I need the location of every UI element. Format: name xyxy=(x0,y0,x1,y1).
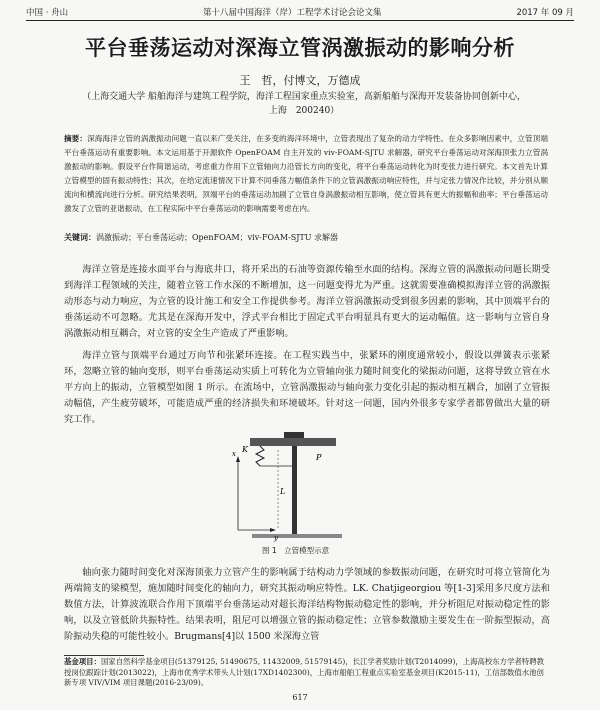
tension-label: P xyxy=(316,453,322,462)
spring-label: K xyxy=(242,445,248,454)
footnote-label: 基金项目： xyxy=(64,657,101,666)
y-axis-label: y xyxy=(274,534,278,542)
footnote-rule xyxy=(64,655,144,656)
tension-spring xyxy=(256,446,264,466)
keywords-label: 关键词： xyxy=(64,233,96,242)
body-paragraph: 海洋立管与顶端平台通过万向节和张紧环连接。在工程实践当中，张紧环的刚度通常较小，假设以弹簧表示张紧环，忽略立管的轴向变形，则平台垂荡运动实质上可转化为立管轴向张力随时间变化的梁振动问题，这将导致立管在水平方向上的振动，立管模型如图 1 所示。在流场中，立管涡激振动与轴向张力变化引起的振动相互耦合，加剧了立管振动幅值，产生疲劳破坏，可能造成严重的经济损失和环境破坏。针对这一问题，国内外很多专家学者都曾做出大量的研究工作。 xyxy=(64,350,550,425)
header-date: 2017 年 09 月 xyxy=(516,8,574,18)
y-axis-arrow xyxy=(270,528,276,532)
keywords xyxy=(64,232,548,244)
figure-caption: 图 1 立管模型示意 xyxy=(262,546,330,555)
platform-deck xyxy=(250,438,336,446)
paper-title: 平台垂荡运动对深海立管涡激振动的影响分析 xyxy=(85,36,515,60)
affiliation: （上海交通大学 船舶海洋与建筑工程学院，海洋工程国家重点实验室，高新船舶与深海开发装备协同创新中心，上海 200240） xyxy=(82,92,526,116)
riser-model-figure xyxy=(232,430,362,542)
platform-top xyxy=(284,432,304,438)
funding-footnote xyxy=(64,657,550,689)
body-paragraph: 海洋立管是连接水面平台与海底井口，将开采出的石油等资源传输至水面的结构。深海立管的涡激振动问题长期受到海洋工程领域的关注，随着立管工作水深的不断增加，这一问题变得尤为严重。这就需要准确模拟海洋立管的涡激振动形态与动力响应，为立管的设计施工和安全工作提供参考。海洋立管涡激振动受到很多因素的影响，其中顶端平台的垂荡运动不可忽略。尤其是在深海开发中，浮式平台相比于固定式平台明显具有更大的运动幅值。这一影响与立管自身涡激振动相互耦合，对立管的安全生产造成了严重影响。 xyxy=(64,264,550,339)
abstract-text: 深海海洋立管的涡激振动问题一直以来广受关注，在多变的海洋环境中，立管表现出了复杂的动力学特性。在众多影响因素中，立管顶端平台垂荡运动有重要影响。本文运用基于开源软件 OpenFOAM 自主开发的 viv-FOAM-SJTU 求解器，研究平台垂荡运动对深海顶张力立管涡激振动的影响。假设平台作简谐运动，考虑重力作用下立管轴向力沿管长方向的变化，将平台垂荡运动转化为时变张力进行研究。本文首先计算立管模型的固有振动特性；其次，在给定流速情况下计算不同垂荡力幅值条件下的立管涡激振动响应特性，并与定张力情况作比较，并分别从顺流向和横流向进行分析。研究结果表明，顶端平台的垂荡运动加剧了立管自身涡激振动相互影响，使立管具有更大的振幅和曲率；平台垂荡运动激发了立管的亚谐振动，在工程实际中平台垂荡运动的影响需要考虑在内。 xyxy=(64,134,549,213)
author-list: 王 哲，付博文，万德成 xyxy=(239,74,361,87)
header-rule xyxy=(26,20,574,21)
seabed xyxy=(252,534,342,538)
x-axis-label: x xyxy=(232,450,236,458)
header-proceedings: 第十八届中国海洋（岸）工程学术讨论会论文集 xyxy=(203,8,382,18)
riser-pipe xyxy=(292,446,297,534)
abstract-label: 摘要： xyxy=(64,134,88,143)
keywords-text: 涡激振动；平台垂荡运动；OpenFOAM；viv-FOAM-SJTU 求解器 xyxy=(96,233,339,242)
header-location: 中国 · 舟山 xyxy=(26,8,69,18)
footnote-text: 国家自然科学基金项目(51379125, 51490675, 11432009, 51579145)，长江学者奖励计划(T2014099)，上海高校东方学者特聘教授岗位跟踪计划(2013022)，上海市优秀学术带头人计划(17XD1402300)，上海市船舶工程重点实验室基金项目(K2015-11)，工信部数值水池创新专项 VIV/VIM 项目课题(2016-23/09)。 xyxy=(64,657,545,687)
riser-model-diagram xyxy=(232,430,362,542)
running-header xyxy=(26,4,574,18)
body-paragraph: 轴向张力随时间变化对深海顶张力立管产生的影响属于结构动力学领域的参数振动问题，在研究时可将立管简化为两端简支的梁模型，施加随时间变化的轴向力，研究其振动响应特性。LK. Chatjigeorgiou 等[1-3]采用多尺度方法和数值方法，计算波流联合作用下顶端平台垂荡运动对超长海洋结构物振动稳定性的影响，并分析阻尼对振动稳定性的影响，以及立管低阶共振特性。结果表明，阻尼可以增强立管的振动稳定性；立管参数激励主要发生在一阶振型振动，高阶振动失稳的可能性较小。Brugmans[4]以 1500 米深海立管 xyxy=(64,567,550,642)
length-label: L xyxy=(280,487,286,496)
x-axis-arrow xyxy=(236,456,240,462)
abstract xyxy=(64,132,548,216)
page-number: 617 xyxy=(292,693,308,702)
